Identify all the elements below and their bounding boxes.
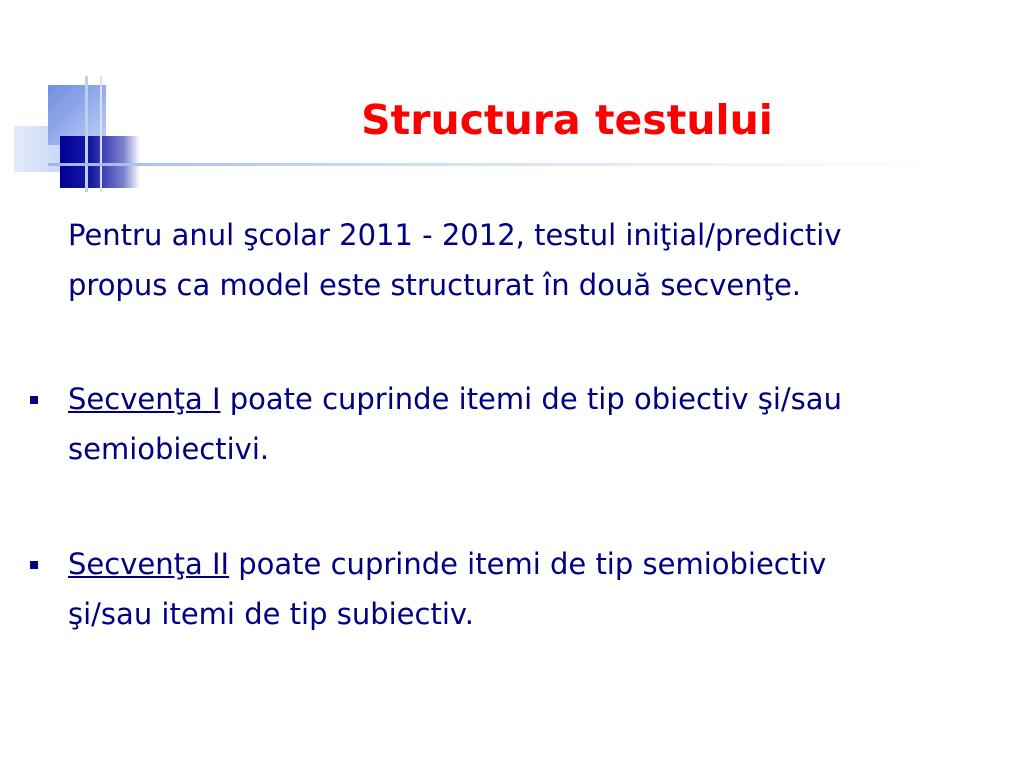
bullet-icon: [30, 396, 38, 404]
intro-line-1: Pentru anul şcolar 2011 - 2012, testul iniţial/predictiv: [68, 218, 842, 252]
secventa-2-link[interactable]: Secvenţa II: [68, 547, 230, 581]
bullet-2-line-1: [68, 539, 1008, 589]
bullet-1-line-2: semiobiectivi.: [68, 432, 270, 466]
title-underline: [48, 163, 948, 166]
slide-title: Structura testului: [361, 96, 773, 144]
bullet-2-line-2: şi/sau itemi de tip subiectiv.: [68, 597, 475, 631]
bullet-2-text: poate cuprinde itemi de tip semiobiectiv: [229, 547, 827, 581]
bullet-1-line-1: [68, 374, 1008, 424]
bullet-1-text: poate cuprinde itemi de tip obiectiv şi/sau: [220, 382, 842, 416]
secventa-1-link[interactable]: Secvenţa I: [68, 382, 221, 416]
intro-line-2: propus ca model este structurat în două secvenţe.: [68, 268, 802, 302]
bullet-icon: [30, 561, 38, 569]
